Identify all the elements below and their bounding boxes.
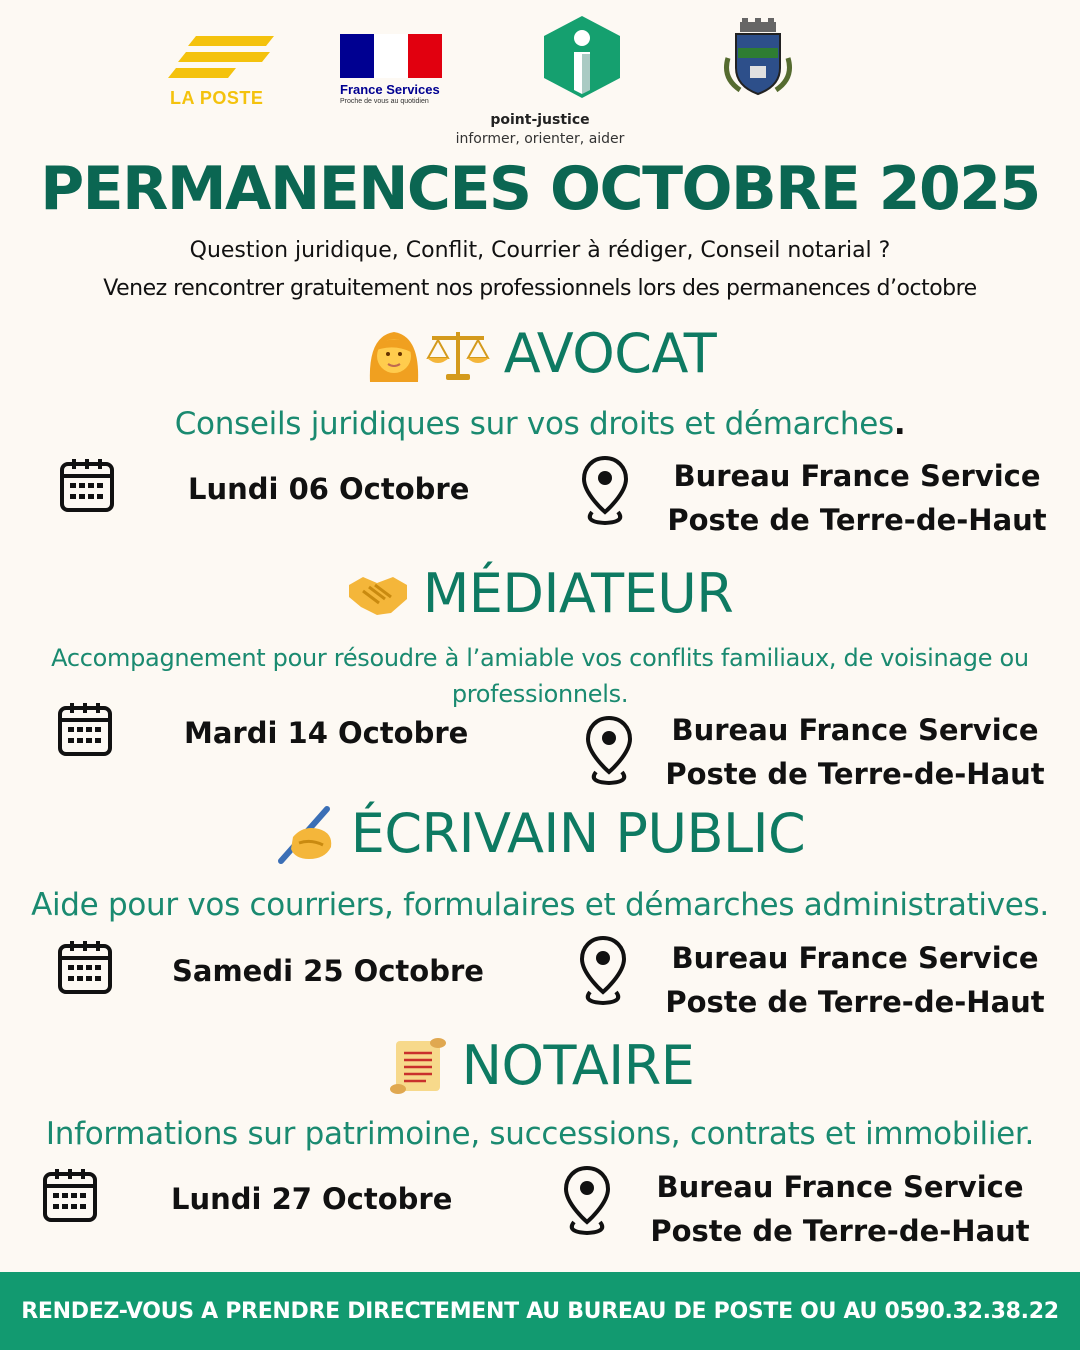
- handshake-icon: [347, 569, 409, 619]
- section-ecrivain-date: Samedi 25 Octobre: [172, 954, 484, 988]
- woman-icon: [364, 324, 424, 384]
- point-justice-name: point-justice: [490, 112, 590, 128]
- description-period: .: [893, 406, 906, 442]
- location-line-2: Poste de Terre-de-Haut: [665, 757, 1045, 791]
- section-title-text: NOTAIRE: [461, 1034, 695, 1097]
- location-line-2: Poste de Terre-de-Haut: [667, 503, 1047, 537]
- location-line-1: Bureau France Service: [656, 1170, 1024, 1204]
- section-mediateur-description: [0, 640, 1080, 712]
- location-line-1: Bureau France Service: [671, 941, 1039, 975]
- section-notaire-date: Lundi 27 Octobre: [171, 1182, 453, 1216]
- section-notaire-title: [0, 1034, 1080, 1097]
- point-justice-logo: [540, 14, 624, 100]
- calendar-icon: [43, 1168, 97, 1222]
- footer-text: RENDEZ-VOUS A PRENDRE DIRECTEMENT AU BUREAU DE POSTE OU AU 0590.32.38.22: [21, 1298, 1059, 1324]
- page-title: PERMANENCES OCTOBRE 2025: [40, 154, 1040, 224]
- location-pin-icon: [562, 1164, 612, 1236]
- location-line-1: Bureau France Service: [673, 459, 1041, 493]
- location-line-1: Bureau France Service: [671, 713, 1039, 747]
- section-ecrivain-location: [655, 936, 1055, 1024]
- description-line-1: Accompagnement pour résoudre à l’amiable vos conflits familiaux, de voisinage ou: [51, 644, 1029, 672]
- intro-line-1: Question juridique, Conflit, Courrier à rédiger, Conseil notarial ?: [189, 238, 891, 263]
- calendar-icon: [60, 458, 114, 512]
- location-pin-icon: [584, 714, 634, 786]
- french-flag-icon: [340, 34, 442, 78]
- calendar-icon: [58, 940, 112, 994]
- location-pin-icon: [578, 934, 628, 1006]
- section-notaire-description: Informations sur patrimoine, successions, contrats et immobilier.: [45, 1116, 1035, 1152]
- section-mediateur-title: [0, 562, 1080, 625]
- section-ecrivain-description: Aide pour vos courriers, formulaires et démarches administratives.: [31, 887, 1049, 923]
- section-notaire-location: [640, 1165, 1040, 1253]
- scales-icon: [426, 324, 490, 384]
- writing-hand-icon: [275, 803, 337, 865]
- section-ecrivain-title: [0, 802, 1080, 865]
- section-title-text: ÉCRIVAIN PUBLIC: [350, 802, 806, 865]
- section-title-text: AVOCAT: [503, 322, 717, 385]
- section-avocat-title: [0, 322, 1080, 385]
- section-avocat-description: [0, 405, 1080, 443]
- laposte-logo: [166, 34, 278, 110]
- location-line-2: Poste de Terre-de-Haut: [665, 985, 1045, 1019]
- point-justice-slogan: informer, orienter, aider: [455, 131, 625, 147]
- calendar-icon: [58, 702, 112, 756]
- laposte-text: LA POSTE: [170, 88, 264, 108]
- section-mediateur-location: [655, 708, 1055, 796]
- france-services-logo: [340, 34, 446, 108]
- section-title-text: MÉDIATEUR: [422, 562, 734, 625]
- footer-banner: [0, 1272, 1080, 1350]
- section-mediateur-date: Mardi 14 Octobre: [184, 716, 469, 750]
- laposte-bird-icon: [166, 34, 278, 90]
- description-text: Conseils juridiques sur vos droits et démarches: [174, 406, 894, 442]
- section-avocat-location: [657, 454, 1057, 542]
- location-line-2: Poste de Terre-de-Haut: [650, 1214, 1030, 1248]
- scroll-icon: [386, 1035, 448, 1097]
- point-justice-icon: [540, 14, 624, 100]
- section-avocat-date: Lundi 06 Octobre: [188, 472, 470, 506]
- france-services-name: France Services: [340, 82, 440, 97]
- france-services-tagline: Proche de vous au quotidien: [340, 98, 429, 105]
- location-pin-icon: [580, 454, 630, 526]
- description-line-2: professionnels.: [451, 680, 629, 708]
- municipal-crest-icon: [720, 18, 796, 100]
- intro-line-2: Venez rencontrer gratuitement nos professionnels lors des permanences d’octobre: [103, 276, 977, 301]
